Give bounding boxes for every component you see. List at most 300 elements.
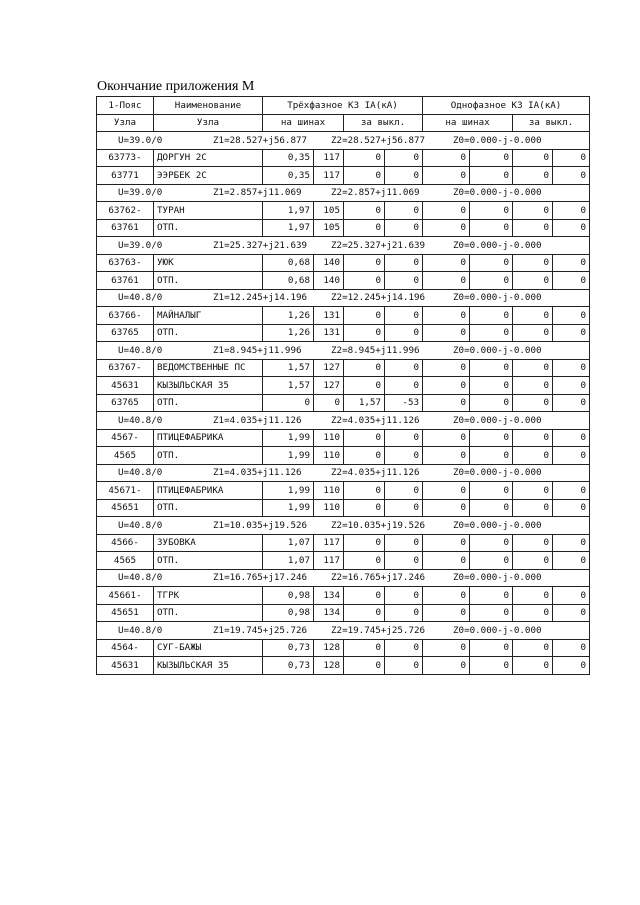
value-cell: 134 [314,604,344,622]
section-z0: Z0=0.000-j-0.000 [453,239,542,251]
value-cell: 0 [423,324,470,342]
value-cell: 1,57 [263,359,314,377]
node-number: 63765 [97,324,154,342]
table-row [97,657,590,675]
node-name: ОТП. [154,324,263,342]
header-sp-buses: на шинах [423,114,513,132]
value-cell: 0 [513,219,553,237]
value-cell: 127 [314,377,344,395]
value-cell: 0 [344,202,385,220]
table-row [97,324,590,342]
section-header-row [97,517,590,535]
value-cell: 0 [344,307,385,325]
node-name: ОТП. [154,272,263,290]
value-cell: 0 [513,447,553,465]
value-cell: 0 [344,499,385,517]
value-cell: 0 [344,167,385,185]
value-cell: 0 [344,254,385,272]
node-number: 63761 [97,272,154,290]
section-u: U=40.8/0 [118,572,163,584]
table-row [97,534,590,552]
section-z1: Z1=12.245+j14.196 [213,292,308,304]
section-parameters [97,289,590,307]
node-name: ПТИЦЕФАБРИКА [154,429,263,447]
value-cell: 0 [470,534,513,552]
short-circuit-table [96,96,590,675]
value-cell: 0 [513,202,553,220]
node-number: 63765 [97,394,154,412]
value-cell: 0 [385,167,423,185]
value-cell: 0 [553,639,590,657]
node-number: 45661- [97,587,154,605]
table-row [97,272,590,290]
value-cell: 110 [314,429,344,447]
value-cell: 0 [385,254,423,272]
node-name: СУГ-БАЖЫ [154,639,263,657]
value-cell: 0 [385,219,423,237]
node-number: 63766- [97,307,154,325]
value-cell: 0,98 [263,604,314,622]
value-cell: 0 [553,587,590,605]
section-parameters [97,342,590,360]
node-name: УЮК [154,254,263,272]
value-cell: 0 [470,254,513,272]
value-cell: 0 [470,377,513,395]
section-header-row [97,184,590,202]
table-row [97,377,590,395]
value-cell: 0 [513,604,553,622]
table-row [97,167,590,185]
header-node-name: Узла [154,114,263,132]
value-cell: 105 [314,202,344,220]
value-cell: 0 [470,202,513,220]
value-cell: 0 [513,657,553,675]
value-cell: 0 [553,202,590,220]
value-cell: 0 [344,429,385,447]
value-cell: 0 [385,587,423,605]
value-cell: 0 [553,482,590,500]
value-cell: 0 [423,359,470,377]
value-cell: 0 [513,534,553,552]
value-cell: 0 [423,394,470,412]
value-cell: 0 [423,499,470,517]
value-cell: 0 [470,604,513,622]
section-z1: Z1=28.527+j56.877 [213,134,308,146]
value-cell: 0,68 [263,272,314,290]
section-u: U=40.8/0 [118,519,163,531]
section-z0: Z0=0.000-j-0.000 [453,414,542,426]
table-row [97,482,590,500]
table-row [97,254,590,272]
value-cell: 0 [344,219,385,237]
table-row [97,359,590,377]
value-cell: 0 [344,639,385,657]
section-u: U=40.8/0 [118,344,163,356]
header-single-phase: Однофазное КЗ IA(кА) [423,97,590,115]
value-cell: 0 [553,219,590,237]
section-u: U=40.8/0 [118,292,163,304]
value-cell: 0 [470,219,513,237]
value-cell: 1,26 [263,324,314,342]
section-u: U=40.8/0 [118,414,163,426]
page-caption: Окончание приложения М [97,79,255,94]
value-cell: 140 [314,272,344,290]
node-number: 63762- [97,202,154,220]
header-tp-buses: на шинах [263,114,344,132]
value-cell: 0 [344,272,385,290]
value-cell: 0 [470,394,513,412]
table-row [97,394,590,412]
node-number: 63771 [97,167,154,185]
value-cell: 0 [423,639,470,657]
section-z1: Z1=4.035+j11.126 [213,467,302,479]
value-cell: 0 [553,657,590,675]
value-cell: 131 [314,324,344,342]
node-number: 4565 [97,447,154,465]
value-cell: 0 [470,639,513,657]
value-cell: 0 [553,429,590,447]
section-header-row [97,132,590,150]
value-cell: 0 [344,149,385,167]
section-z0: Z0=0.000-j-0.000 [453,187,542,199]
value-cell: 0 [423,482,470,500]
value-cell: 0 [553,447,590,465]
value-cell: 0 [513,429,553,447]
value-cell: 0 [385,552,423,570]
node-name: ТУРАН [154,202,263,220]
section-z2: Z2=10.035+j19.526 [331,519,426,531]
value-cell: 0 [385,447,423,465]
value-cell: 0 [513,394,553,412]
table-row [97,447,590,465]
value-cell: -53 [385,394,423,412]
value-cell: 0 [423,377,470,395]
section-z0: Z0=0.000-j-0.000 [453,344,542,356]
value-cell: 0 [470,499,513,517]
value-cell: 1,97 [263,219,314,237]
node-name: ОТП. [154,604,263,622]
value-cell: 117 [314,534,344,552]
value-cell: 110 [314,499,344,517]
value-cell: 0,35 [263,149,314,167]
node-number: 63773- [97,149,154,167]
value-cell: 0 [513,377,553,395]
value-cell: 0 [553,377,590,395]
value-cell: 0 [423,604,470,622]
value-cell: 0,98 [263,587,314,605]
header-row-2 [97,114,590,132]
value-cell: 0 [423,254,470,272]
table-row [97,587,590,605]
section-parameters [97,622,590,640]
value-cell: 0 [423,534,470,552]
section-z2: Z2=8.945+j11.996 [331,344,420,356]
section-z2: Z2=2.857+j11.069 [331,187,420,199]
value-cell: 0 [344,604,385,622]
value-cell: 0,35 [263,167,314,185]
node-name: ОТП. [154,219,263,237]
table-row [97,604,590,622]
node-name: ДОРГУН 2С [154,149,263,167]
value-cell: 0 [344,447,385,465]
section-header-row [97,342,590,360]
value-cell: 0 [470,657,513,675]
value-cell: 0 [344,377,385,395]
value-cell: 0 [553,604,590,622]
value-cell: 0 [344,657,385,675]
value-cell: 0 [263,394,314,412]
value-cell: 0 [385,149,423,167]
value-cell: 0 [344,587,385,605]
node-name: ОТП. [154,394,263,412]
value-cell: 128 [314,657,344,675]
header-tp-switch: за выкл. [344,114,423,132]
value-cell: 0 [553,499,590,517]
value-cell: 0 [513,307,553,325]
node-number: 45651 [97,499,154,517]
value-cell: 0 [423,587,470,605]
value-cell: 0 [385,534,423,552]
section-u: U=40.8/0 [118,624,163,636]
section-z1: Z1=2.857+j11.069 [213,187,302,199]
value-cell: 1,99 [263,499,314,517]
value-cell: 1,07 [263,534,314,552]
section-z1: Z1=4.035+j11.126 [213,414,302,426]
value-cell: 0 [553,552,590,570]
section-u: U=39.0/0 [118,187,163,199]
value-cell: 0 [470,447,513,465]
value-cell: 117 [314,552,344,570]
section-z1: Z1=25.327+j21.639 [213,239,308,251]
value-cell: 0 [423,447,470,465]
value-cell: 0 [553,359,590,377]
value-cell: 0 [470,307,513,325]
node-name: ВЕДОМСТВЕННЫЕ ПС [154,359,263,377]
value-cell: 0 [513,324,553,342]
value-cell: 0 [385,359,423,377]
value-cell: 0 [385,604,423,622]
value-cell: 0,73 [263,657,314,675]
section-parameters [97,412,590,430]
value-cell: 1,07 [263,552,314,570]
value-cell: 0 [385,429,423,447]
table-row [97,639,590,657]
header-zone: 1-Пояс [97,97,154,115]
value-cell: 0 [553,254,590,272]
node-number: 4564- [97,639,154,657]
table-row [97,202,590,220]
section-z2: Z2=25.327+j21.639 [331,239,426,251]
section-z2: Z2=28.527+j56.877 [331,134,426,146]
header-three-phase: Трёхфазное КЗ IA(кА) [263,97,423,115]
value-cell: 117 [314,149,344,167]
node-name: ПТИЦЕФАБРИКА [154,482,263,500]
header-node: Узла [97,114,154,132]
value-cell: 0 [553,307,590,325]
node-number: 45631 [97,377,154,395]
value-cell: 134 [314,587,344,605]
node-number: 45631 [97,657,154,675]
section-z0: Z0=0.000-j-0.000 [453,572,542,584]
value-cell: 117 [314,167,344,185]
value-cell: 0 [513,499,553,517]
value-cell: 0 [344,482,385,500]
header-row-1 [97,97,590,115]
value-cell: 0 [314,394,344,412]
section-z0: Z0=0.000-j-0.000 [453,467,542,479]
node-number: 4567- [97,429,154,447]
section-header-row [97,412,590,430]
node-name: КЫЗЫЛЬСКАЯ 35 [154,657,263,675]
value-cell: 0 [385,272,423,290]
node-number: 63763- [97,254,154,272]
value-cell: 0 [513,552,553,570]
section-u: U=39.0/0 [118,134,163,146]
header-name: Наименование [154,97,263,115]
value-cell: 0 [470,149,513,167]
value-cell: 0 [470,324,513,342]
node-number: 4566- [97,534,154,552]
node-name: ЗУБОВКА [154,534,263,552]
value-cell: 0 [513,639,553,657]
node-number: 4565 [97,552,154,570]
value-cell: 1,57 [344,394,385,412]
section-header-row [97,289,590,307]
value-cell: 0 [553,149,590,167]
value-cell: 0,68 [263,254,314,272]
value-cell: 110 [314,482,344,500]
section-header-row [97,569,590,587]
node-number: 45671- [97,482,154,500]
value-cell: 0 [385,307,423,325]
node-number: 45651 [97,604,154,622]
section-parameters [97,464,590,482]
node-name: КЫЗЫЛЬСКАЯ 35 [154,377,263,395]
value-cell: 140 [314,254,344,272]
value-cell: 0 [423,219,470,237]
value-cell: 0 [513,254,553,272]
value-cell: 0 [470,272,513,290]
value-cell: 0 [385,324,423,342]
section-u: U=40.8/0 [118,467,163,479]
value-cell: 0 [423,307,470,325]
node-number: 63767- [97,359,154,377]
section-z1: Z1=16.765+j17.246 [213,572,308,584]
table-row [97,499,590,517]
node-name: МАЙНАЛЫГ [154,307,263,325]
value-cell: 110 [314,447,344,465]
value-cell: 131 [314,307,344,325]
value-cell: 0 [385,499,423,517]
value-cell: 0 [385,657,423,675]
node-name: ТГРК [154,587,263,605]
table-body [97,132,590,675]
section-header-row [97,622,590,640]
value-cell: 0 [513,359,553,377]
value-cell: 0 [513,482,553,500]
section-z2: Z2=16.765+j17.246 [331,572,426,584]
section-parameters [97,517,590,535]
node-name: ОТП. [154,552,263,570]
value-cell: 0 [385,202,423,220]
table-row [97,307,590,325]
node-name: ОТП. [154,447,263,465]
value-cell: 0 [513,587,553,605]
value-cell: 0 [423,167,470,185]
value-cell: 0 [385,377,423,395]
value-cell: 1,99 [263,447,314,465]
section-z2: Z2=4.035+j11.126 [331,414,420,426]
value-cell: 0 [553,394,590,412]
value-cell: 105 [314,219,344,237]
section-z2: Z2=19.745+j25.726 [331,624,426,636]
value-cell: 0 [344,552,385,570]
table-row [97,219,590,237]
value-cell: 0 [470,167,513,185]
value-cell: 0 [513,149,553,167]
value-cell: 0 [344,324,385,342]
value-cell: 0 [423,272,470,290]
value-cell: 0 [553,272,590,290]
value-cell: 127 [314,359,344,377]
section-z1: Z1=19.745+j25.726 [213,624,308,636]
node-number: 63761 [97,219,154,237]
value-cell: 0 [470,482,513,500]
section-z0: Z0=0.000-j-0.000 [453,519,542,531]
value-cell: 0 [513,272,553,290]
section-z2: Z2=4.035+j11.126 [331,467,420,479]
value-cell: 1,57 [263,377,314,395]
section-parameters [97,184,590,202]
value-cell: 1,99 [263,482,314,500]
section-z1: Z1=10.035+j19.526 [213,519,308,531]
node-name: ЭЭРБЕК 2С [154,167,263,185]
table-row [97,429,590,447]
node-name: ОТП. [154,499,263,517]
value-cell: 0 [423,202,470,220]
table-row [97,149,590,167]
table-row [97,552,590,570]
value-cell: 0 [553,534,590,552]
value-cell: 0 [553,324,590,342]
section-z2: Z2=12.245+j14.196 [331,292,426,304]
section-z0: Z0=0.000-j-0.000 [453,134,542,146]
value-cell: 0 [385,639,423,657]
value-cell: 0 [470,587,513,605]
value-cell: 0 [470,552,513,570]
section-z0: Z0=0.000-j-0.000 [453,292,542,304]
section-u: U=39.0/0 [118,239,163,251]
value-cell: 0 [385,482,423,500]
value-cell: 128 [314,639,344,657]
section-parameters [97,569,590,587]
section-header-row [97,464,590,482]
value-cell: 0 [423,552,470,570]
value-cell: 1,99 [263,429,314,447]
value-cell: 0 [470,359,513,377]
header-sp-switch: за выкл. [513,114,590,132]
value-cell: 1,97 [263,202,314,220]
section-parameters [97,237,590,255]
value-cell: 0,73 [263,639,314,657]
section-z1: Z1=8.945+j11.996 [213,344,302,356]
section-parameters [97,132,590,150]
section-z0: Z0=0.000-j-0.000 [453,624,542,636]
value-cell: 0 [553,167,590,185]
value-cell: 0 [344,534,385,552]
value-cell: 0 [470,429,513,447]
value-cell: 0 [344,359,385,377]
